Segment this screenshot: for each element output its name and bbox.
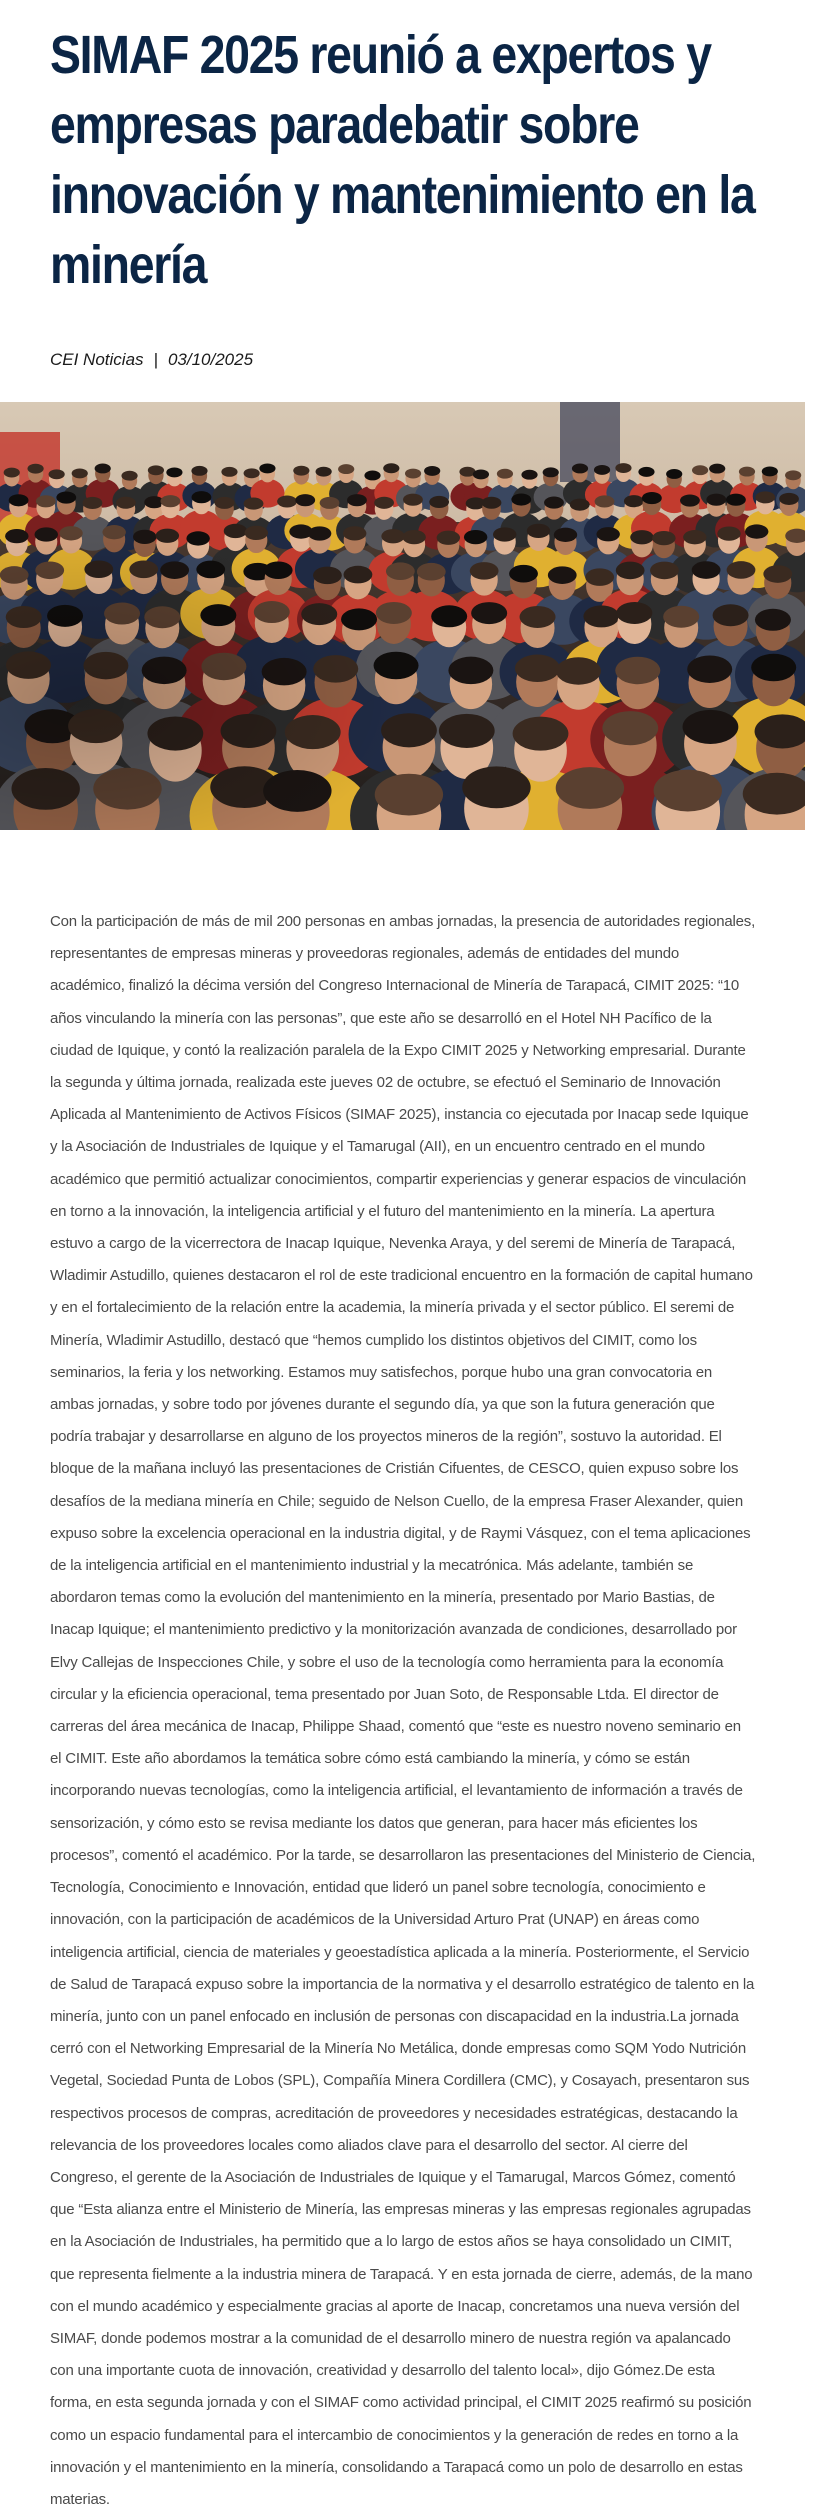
- meta-separator: |: [153, 350, 158, 369]
- article-body: Con la participación de más de mil 200 personas en ambas jornadas, la presencia de autoridades regionales, representantes de empresas mineras y proveedoras regionales, además de entidades del mundo académico, finalizó la décima versión del Congreso Internacional de Minería de Tarapacá, CIMIT 2025: “10 años vinculando la minería con las personas”, que este año se desarrolló en el Hotel NH Pacífico de la ciudad de Iquique, y contó la realización paralela de la Expo CIMIT 2025 y Networking empresarial. Durante la segunda y última jornada, realizada este jueves 02 de octubre, se efectuó el Seminario de Innovación Aplicada al Mantenimiento de Activos Físicos (SIMAF 2025), instancia co ejecutada por Inacap sede Iquique y la Asociación de Industriales de Iquique y el Tamarugal (AII), en un encuentro centrado en el mundo académico que permitió actualizar conocimientos, compartir experiencias y generar espacios de vinculación en torno a la innovación, la inteligencia artificial y el futuro del mantenimiento en la minería. La apertura estuvo a cargo de la vicerrectora de Inacap Iquique, Nevenka Araya, y del seremi de Minería de Tarapacá, Wladimir Astudillo, quienes destacaron el rol de este tradicional encuentro en la formación de capital humano y en el fortalecimiento de la relación entre la academia, la minería privada y el sector público. El seremi de Minería, Wladimir Astudillo, destacó que “hemos cumplido los distintos objetivos del CIMIT, como los seminarios, la feria y los networking. Estamos muy satisfechos, porque hubo una gran convocatoria en ambas jornadas, y sobre todo por jóvenes durante el segundo día, ya que son la futura generación que podría trabajar y desarrollarse en alguno de los proyectos mineros de la región”, sostuvo la autoridad. El bloque de la mañana incluyó las presentaciones de Cristián Cifuentes, de CESCO, quien expuso sobre los desafíos de la mediana minería en Chile; seguido de Nelson Cuello, de la empresa Fraser Alexander, quien expuso sobre la excelencia operacional en la industria digital, y de Raymi Vásquez, con el tema aplicaciones de la inteligencia artificial en el mantenimiento industrial y la mecatrónica. Más adelante, también se abordaron temas como la evolución del mantenimiento en la minería, presentado por Mario Bastias, de Inacap Iquique; el mantenimiento predictivo y la monitorización avanzada de condiciones, desarrollado por Elvy Callejas de Inspecciones Chile, y sobre el uso de la tecnología como herramienta para la economía circular y la eficiencia operacional, tema presentado por Juan Soto, de Responsable Ltda. El director de carreras del área mecánica de Inacap, Philippe Shaad, comentó que “este es nuestro noveno seminario en el CIMIT. Este año abordamos la temática sobre cómo está cambiando la minería, y cómo se están incorporando nuevas tecnologías, como la inteligencia artificial, el levantamiento de información a través de sensorización, y cómo esto se revisa mediante los datos que generan, para hacer más eficientes los procesos”, comentó el académico. Por la tarde, se desarrollaron las presentaciones del Ministerio de Ciencia, Tecnología, Conocimiento e Innovación, entidad que lideró un panel sobre tecnología, conocimiento e innovación, con la participación de académicos de la Universidad Arturo Prat (UNAP) en áreas como inteligencia artificial, ciencia de materiales y geoestadística aplicada a la minería. Posteriormente, el Servicio de Salud de Tarapacá expuso sobre la importancia de la normativa y el desarrollo estratégico de talento en la minería, junto con un panel enfocado en inclusión de personas con discapacidad en la industria.La jornada cerró con el Networking Empresarial de la Minería No Metálica, donde empresas como SQM Yodo Nutrición Vegetal, Sociedad Punta de Lobos (SPL), Compañía Minera Cordillera (CMC), y Cosayach, presentaron sus respectivos procesos de compras, acreditación de proveedores y necesidades estratégicas, destacando la relevancia de los proveedores locales como aliados clave para el desarrollo del sector. Al cierre del Congreso, el gerente de la Asociación de Industriales de Iquique y el Tamarugal, Marcos Gómez, comentó que “Esta alianza entre el Ministerio de Minería, las empresas mineras y las empresas regionales agrupadas en la Asociación de Industriales, ha permitido que a lo largo de estos años se haya consolidado un CIMIT, que representa fielmente a la industria minera de Tarapacá. Y en esta jornada de cierre, además, de la mano con el mundo académico y especialmente gracias al aporte de Inacap, concretamos una nueva versión del SIMAF, donde podemos mostrar a la comunidad de el desarrollo minero de nuestra región va apalancado con una importante cuota de innovación, creatividad y desarrollo del talento local», dijo Gómez.De esta forma, en esta segunda jornada y con el SIMAF como actividad principal, el CIMIT 2025 reafirmó su posición como un espacio fundamental para el intercambio de conocimientos y la generación de redes en torno a la innovación y el mantenimiento en la minería, consolidando a Tarapacá como un polo de desarrollo en estas materias.: [50, 913, 756, 2508]
- article: [50, 20, 770, 369]
- article-meta: [50, 350, 253, 370]
- article-date: 03/10/2025: [167, 350, 254, 369]
- hero-image: [0, 402, 805, 830]
- article-title: SIMAF 2025 reunió a expertos y empresas paradebatir sobre innovación y mantenimiento en la minería: [50, 25, 755, 295]
- audience-photo-icon: [0, 402, 805, 830]
- article-source[interactable]: CEI Noticias: [50, 350, 144, 369]
